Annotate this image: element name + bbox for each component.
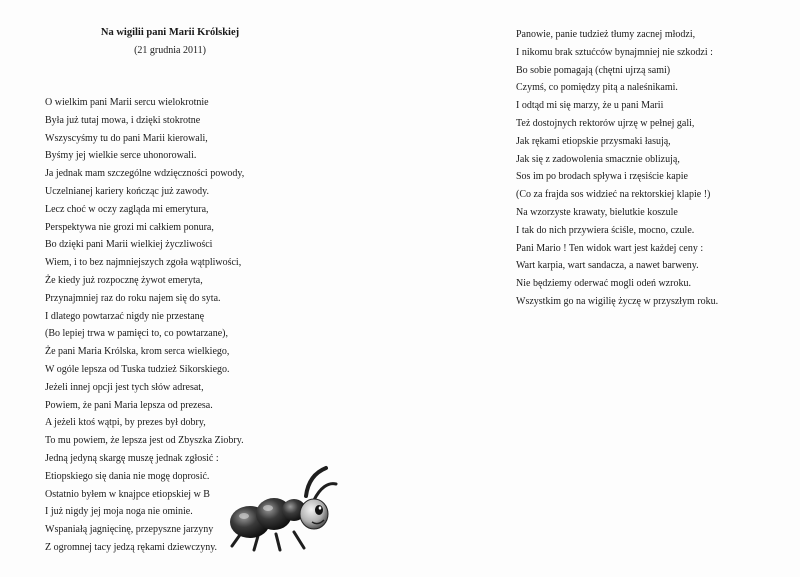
poem-line: I dlatego powtarzać nigdy nie przestanę bbox=[45, 310, 205, 322]
poem-line: I już nigdy jej moja noga nie ominie. bbox=[45, 506, 193, 518]
poem-line: Też dostojnych rektorów ujrzę w pełnej gali, bbox=[516, 117, 695, 129]
poem-line: Jak rękami etiopskie przysmaki łasują, bbox=[516, 135, 671, 147]
ant-clipart-icon bbox=[228, 462, 340, 552]
poem-line: Ostatnio byłem w knajpce etiopskiej w B bbox=[45, 488, 210, 500]
poem-line: Wszystkim go na wigilię życzę w przyszłym roku. bbox=[516, 295, 719, 307]
poem-line: Wspaniałą jagnięcinę, przepyszne jarzyny bbox=[45, 524, 214, 536]
poem-line: Panowie, panie tudzież tłumy zacnej młodzi, bbox=[516, 29, 696, 40]
poem-line: Z ogromnej tacy jedzą rękami dziewczyny. bbox=[45, 541, 218, 553]
poem-line: Perspektywa nie grozi mi całkiem ponura, bbox=[45, 221, 214, 233]
poem-line: I odtąd mi się marzy, że u pani Marii bbox=[516, 100, 664, 112]
poem-line: Czymś, co pomiędzy pitą a naleśnikami. bbox=[516, 82, 678, 94]
poem-right-column bbox=[516, 26, 786, 311]
poem-line: Że kiedy już rozpocznę żywot emeryta, bbox=[45, 274, 203, 286]
poem-line: Że pani Maria Królska, krom serca wielkiego, bbox=[45, 346, 230, 358]
poem-line: Etiopskiego się dania nie mogę doprosić. bbox=[45, 470, 210, 482]
poem-line: Wiem, i to bez najmniejszych zgoła wątpliwości, bbox=[45, 257, 242, 269]
poem-header bbox=[60, 26, 280, 58]
poem-line: Sos im po brodach spływa i rzęsiście kapie bbox=[516, 171, 688, 183]
poem-line: I nikomu brak sztućców bynajmniej nie szkodzi : bbox=[516, 46, 713, 58]
poem-title: Na wigilii pani Marii Królskiej bbox=[100, 27, 240, 38]
poem-line: Powiem, że pani Maria lepsza od prezesa. bbox=[45, 399, 213, 411]
poem-line: Pani Mario ! Ten widok wart jest każdej ceny : bbox=[516, 242, 704, 254]
poem-line: Byśmy jej wielkie serce uhonorowali. bbox=[45, 150, 197, 162]
poem-line: Wszyscyśmy tu do pani Marii kierowali, bbox=[45, 132, 208, 144]
poem-line: Lecz choć w oczy zagląda mi emerytura, bbox=[45, 203, 209, 215]
poem-line: Wart karpia, wart sandacza, a nawet barweny. bbox=[516, 260, 699, 272]
poem-line: Na wzorzyste krawaty, bielutkie koszule bbox=[516, 206, 678, 218]
poem-line: O wielkim pani Marii sercu wielokrotnie bbox=[45, 97, 209, 108]
poem-line: (Co za frajda sos widzieć na rektorskiej klapie !) bbox=[516, 189, 711, 201]
poem-line: (Bo lepiej trwa w pamięci to, co powtarzane), bbox=[45, 328, 228, 340]
poem-line: Nie będziemy oderwać mogli odeń wzroku. bbox=[516, 278, 691, 290]
poem-line: Bo dzięki pani Marii wielkiej życzliwości bbox=[45, 239, 213, 251]
poem-line: I tak do nich przywiera ściśle, mocno, czule. bbox=[516, 224, 695, 236]
poem-date: (21 grudnia 2011) bbox=[134, 45, 206, 56]
poem-line: Ja jednak mam szczególne wdzięczności powody, bbox=[45, 168, 245, 180]
poem-line: Bo sobie pomagają (chętni ujrzą sami) bbox=[516, 64, 671, 76]
poem-line: Była już tutaj mowa, i dzięki stokrotne bbox=[45, 114, 201, 126]
poem-line: Uczelnianej kariery kończąc już zawody. bbox=[45, 185, 209, 197]
poem-line: Jedną jedyną skargę muszę jednak zgłosić : bbox=[45, 452, 219, 464]
poem-line: A jeżeli ktoś wątpi, by prezes był dobry, bbox=[45, 417, 206, 429]
poem-line: To mu powiem, że lepsza jest od Zbyszka Ziobry. bbox=[45, 435, 244, 447]
poem-line: W ogóle lepsza od Tuska tudzież Sikorskiego. bbox=[45, 363, 230, 375]
poem-line: Jak się z zadowolenia smacznie oblizują, bbox=[516, 153, 680, 165]
poem-line: Przynajmniej raz do roku najem się do syta. bbox=[45, 292, 221, 304]
poem-line: Jeżeli innej opcji jest tych słów adresat, bbox=[45, 381, 204, 393]
